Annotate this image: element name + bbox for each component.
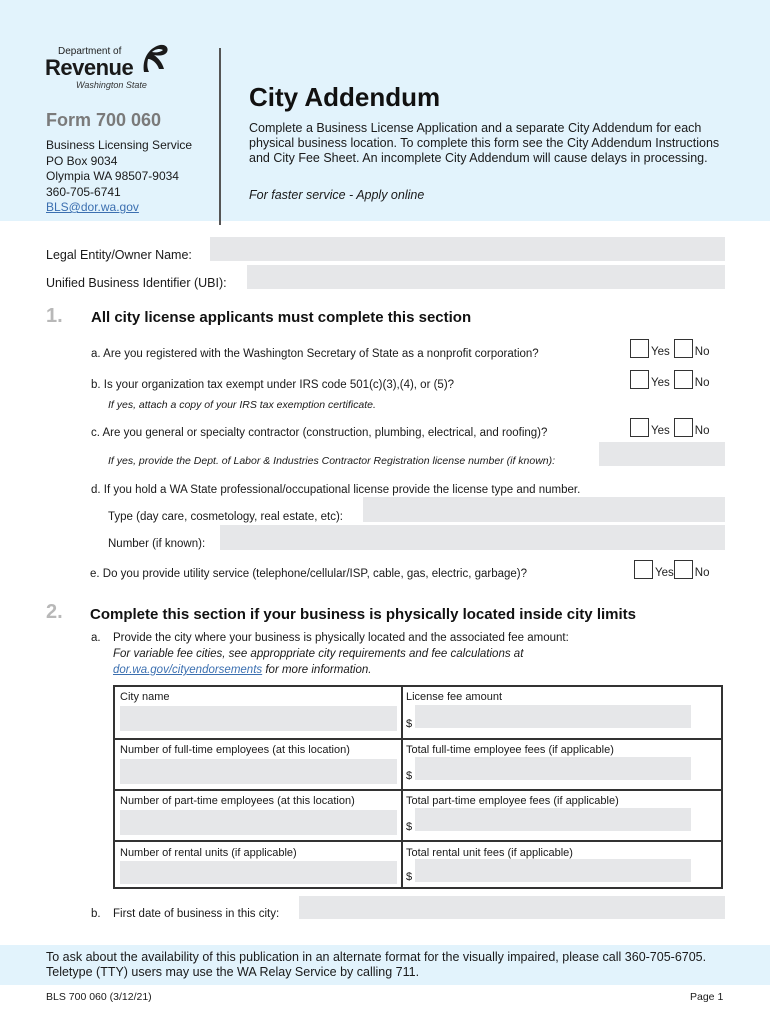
license-type-label: Type (day care, cosmetology, real estate, etc):	[108, 511, 344, 523]
first-date-label: First date of business in this city:	[113, 908, 280, 920]
yes-label: Yes	[651, 346, 670, 358]
currency-symbol: $	[406, 871, 413, 883]
question-e-yes-checkbox[interactable]	[634, 560, 653, 579]
section-2a-question: Provide the city where your business is physically located and the associated fee amount:	[113, 632, 569, 644]
yes-label: Yes	[651, 377, 670, 389]
agency-address	[46, 138, 192, 216]
section-1-heading: All city license applicants must complete this section	[91, 309, 472, 326]
full-time-fees-label: Total full-time employee fees (if applicable)	[406, 744, 614, 756]
question-e-no-checkbox[interactable]	[674, 560, 693, 579]
no-label: No	[694, 346, 710, 358]
section-2-heading: Complete this section if your business is physically located inside city limits	[90, 606, 636, 623]
city-zip: Olympia WA 98507-9034	[46, 169, 179, 183]
question-a-no-checkbox[interactable]	[674, 339, 693, 358]
part-time-employees-label: Number of part-time employees (at this location)	[120, 795, 355, 807]
more-info-text: for more information.	[262, 664, 372, 676]
full-time-employees-label: Number of full-time employees (at this location)	[120, 744, 350, 756]
first-date-input[interactable]	[299, 896, 725, 919]
service-name: Business Licensing Service	[46, 138, 193, 152]
question-c-yes-checkbox[interactable]	[630, 418, 649, 437]
yes-label: Yes	[651, 425, 670, 437]
form-number: Form 700 060	[46, 110, 162, 130]
ubi-label: Unified Business Identifier (UBI):	[46, 276, 227, 290]
question-c-options	[630, 418, 713, 437]
no-label: No	[694, 425, 710, 437]
license-number-label: Number (if known):	[108, 538, 206, 550]
question-b-note: If yes, attach a copy of your IRS tax exemption certificate.	[108, 399, 376, 411]
dor-logo	[44, 40, 174, 92]
question-c-no-checkbox[interactable]	[674, 418, 693, 437]
question-d: d. If you hold a WA State professional/occupational license provide the license type and number.	[91, 484, 581, 496]
question-e-options	[634, 560, 713, 579]
rental-units-label: Number of rental units (if applicable)	[120, 847, 297, 859]
currency-symbol: $	[406, 718, 413, 730]
email-link[interactable]: BLS@dor.wa.gov	[46, 200, 139, 214]
no-label: No	[694, 377, 710, 389]
logo-swoosh-icon	[140, 42, 170, 76]
currency-symbol: $	[406, 821, 413, 833]
part-time-employees-input[interactable]	[120, 810, 397, 835]
table-row	[115, 842, 721, 887]
part-time-fees-label: Total part-time employee fees (if applicable)	[406, 795, 619, 807]
phone: 360-705-6741	[46, 184, 121, 199]
legal-entity-input[interactable]	[210, 237, 725, 261]
section-2a-note: For variable fee cities, see approppriate city requirements and fee calculations at	[113, 648, 524, 660]
question-a-options	[630, 339, 713, 358]
question-a: a. Are you registered with the Washington Secretary of State as a nonprofit corporation?	[91, 348, 539, 360]
apply-online-note: For faster service - Apply online	[249, 188, 425, 202]
question-b-yes-checkbox[interactable]	[630, 370, 649, 389]
section-2a-letter: a.	[91, 632, 101, 644]
logo-revenue-text: Revenue	[45, 55, 134, 80]
city-name-label: City name	[120, 691, 170, 703]
city-endorsements-link[interactable]: dor.wa.gov/cityendorsements	[113, 664, 263, 676]
rental-fees-input[interactable]	[415, 859, 691, 882]
section-2b-letter: b.	[91, 908, 101, 920]
currency-symbol: $	[406, 770, 413, 782]
section-1-number: 1.	[46, 305, 63, 327]
city-name-input[interactable]	[120, 706, 397, 731]
section-2a-link-line	[113, 664, 371, 676]
intro-text: Complete a Business License Application and a separate City Addendum for each physical business location. To complete this form see the City Addendum Instructions and City Fee Sheet. An incomplete City Addendum will cause delays in processing.	[249, 121, 720, 165]
table-row	[115, 687, 721, 740]
full-time-employees-input[interactable]	[120, 759, 397, 784]
question-b-no-checkbox[interactable]	[674, 370, 693, 389]
page-number: Page 1	[690, 991, 724, 1003]
logo-dept-text: Department of	[58, 46, 122, 57]
table-row	[115, 791, 721, 842]
part-time-fees-input[interactable]	[415, 808, 691, 831]
po-box: PO Box 9034	[46, 153, 118, 168]
license-type-input[interactable]	[363, 497, 725, 522]
no-label: No	[694, 567, 710, 579]
table-row	[115, 740, 721, 791]
city-fee-table	[113, 685, 723, 889]
full-time-fees-input[interactable]	[415, 757, 691, 780]
question-c: c. Are you general or specialty contractor (construction, plumbing, electrical, and roofing)?	[91, 427, 548, 439]
contractor-license-input[interactable]	[599, 442, 725, 466]
question-b: b. Is your organization tax exempt under IRS code 501(c)(3),(4), or (5)?	[91, 379, 455, 391]
logo-state-text: Washington State	[76, 80, 147, 90]
rental-fees-label: Total rental unit fees (if applicable)	[406, 847, 573, 859]
question-b-options	[630, 370, 713, 389]
section-2-number: 2.	[46, 601, 63, 623]
legal-entity-label: Legal Entity/Owner Name:	[46, 248, 192, 262]
question-c-note: If yes, provide the Dept. of Labor & Industries Contractor Registration license number (if known):	[108, 455, 556, 467]
header-divider	[219, 48, 221, 225]
form-code: BLS 700 060 (3/12/21)	[46, 991, 152, 1003]
page-title: City Addendum	[249, 82, 441, 112]
rental-units-input[interactable]	[120, 861, 397, 884]
license-fee-input[interactable]	[415, 705, 691, 728]
license-fee-label: License fee amount	[406, 691, 503, 703]
ubi-input[interactable]	[247, 265, 725, 289]
yes-label: Yes	[655, 567, 674, 579]
license-number-input[interactable]	[220, 525, 725, 550]
accessibility-notice: To ask about the availability of this publication in an alternate format for the visually impaired, please call 360-705-6705. Teletype (TTY) users may use the WA Relay Service by calling 711.	[46, 950, 707, 979]
question-a-yes-checkbox[interactable]	[630, 339, 649, 358]
question-e: e. Do you provide utility service (telephone/cellular/ISP, cable, gas, electric, garbage)?	[90, 568, 528, 580]
